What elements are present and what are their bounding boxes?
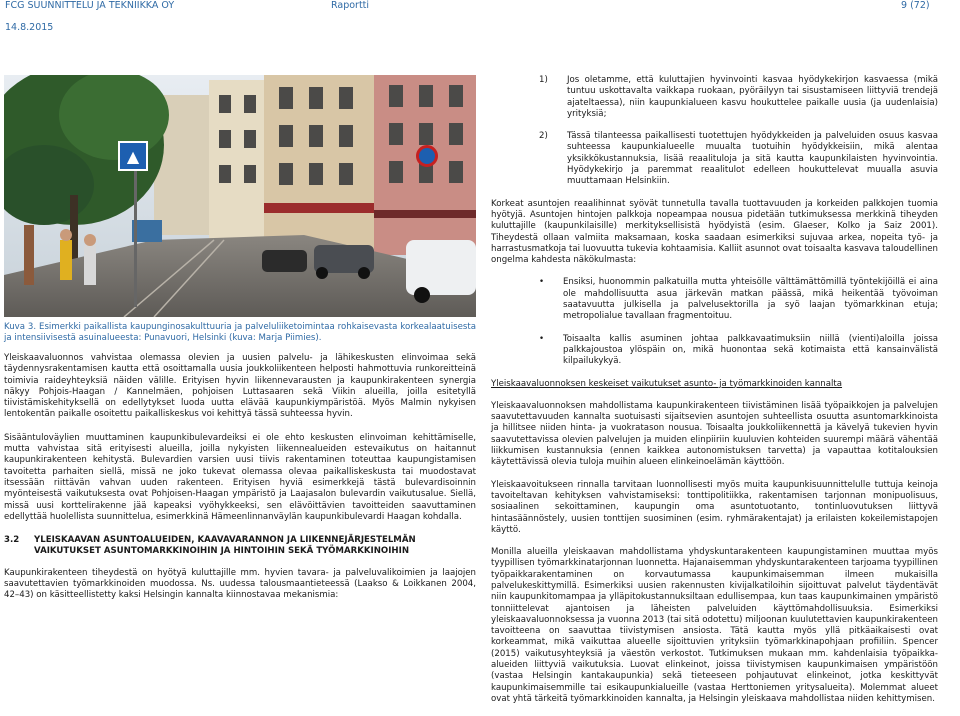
list-marker: 1) (539, 75, 548, 85)
bullet-list (539, 277, 938, 367)
list-item (539, 277, 938, 322)
document-date: 14.8.2015 (5, 22, 54, 33)
bullet-icon: • (539, 277, 545, 288)
right-paragraph-4: Monilla alueilla yleiskaavan mahdollistama yhdyskuntarakenteen kaupungistaminen muuttaa myös tyypillisen työmarkkinatarjonnan luonnetta. Hajanaisemman yhdyskuntarakenteen tarjoama tyypillinen työpaikkarakentaminen on korvautumassa kaupunkimaisemman ilmeen mukaisilla palvelukeskittymillä. Esimerkiksi uusien rakennusten kivijalkatiloihin sijoittuvat palvelut täydentävät niin kaupunkitomampaa ja ylläpitokustannuksiltaan edullisempaa, kun taas kaupunkimainen ympäristö tonniittelevat ajantoisen ja läheisten palveluiden käyttömahdollisuuksia. Esimerkiksi yleiskaavaluonnoksessa ja vuonna 2013 (tai sitä odotettu) miljoonan kuulutettavien kaupunkirakenteen tavoitteena on saavuttaa tiivistymisen ansiosta. Tätä kautta myös yllä pitkäaikaisesti ovat korkeammat, mikä vaikuttaa alueelle sijoittuvien yrityksiin työmarkkinapohjaan profiiliin. Spencer (2015) vaikutusyhteyksiä ja väestön verkostot. Tutkimuksen mukaan mm. kahdenlaisia työpaikka-alueiden liittyviä vaikutuksia. Luovat elinkeinot, joissa tiivistymisen kaupunkimaisen ympäristöön (vastaa Helsingin kantakaupunkia) sekä tieteeseen pohjautuvat elinkeinot, jotka keskittyvät kaupunkimaisemmille tai esikaupunkialueille (vastaa Herttoniemen yritysalueita). Molemmat alueet ovat yhtä tärkeitä työmarkkinoiden kannalta, ja Helsingin yleiskaava mahdollistaa niiden kehittymisen. (491, 547, 939, 704)
list-item (539, 334, 938, 368)
street-photo (4, 75, 476, 317)
list-item (539, 131, 938, 187)
left-column (4, 353, 476, 614)
street-photo-illustration (4, 75, 476, 317)
numbered-list (539, 75, 938, 188)
list-item-text: Toisaalta kallis asuminen johtaa palkkavaatimuksiin niillä (vienti)aloilla joissa palkkajoustoa ylöspäin on, mikä huonontaa sekä kotimaista että kansainvälistä kilpailukykyä. (563, 333, 938, 367)
no-parking-sign-icon (416, 145, 438, 167)
section-heading (4, 535, 476, 558)
list-item-text: Jos oletamme, että kuluttajien hyvinvointi kasvaa hyödykekirjon kasvaessa (mikä tuntuu uskottavalta vaikkapa ruokaan, pyöräilyyn tai sisustamiseen liittyviä trendejä ajateltaessa), niin kaupunkialueen kasvu houkuttelee paikalle uusia (ja uudenlaisia) yrityksiä; (567, 75, 938, 119)
subheading: Yleiskaavaluonnoksen keskeiset vaikutukset asunto- ja työmarkkinoiden kannalta (491, 378, 843, 389)
right-paragraph-2: Yleiskaavaluonnoksen mahdollistama kaupunkirakenteen tiivistäminen lisää työpaikkojen ja palvelujen saavutettavuuden kannalta suotuisasti sijaitsevien asuntojen suhteellista osuutta asuntomarkkinoista ja hillitsee niiden hinta- ja vuokratason nousua. Toisaalta joukkoliikennettä ja kävelyä tukevien hyvin saavutettavissa olevien palvelujen ja muiden elinpiiriin kuuluvien kohteiden suurempi määrä vähentää liikkumisen kustannuksia (ennen kaikkea autonomistuksen tarvetta) ja vapauttaa kotitalouksien käytettävissä olevia tuloja muihin alueen elinkeinoelämän käyttöön. (491, 400, 938, 468)
left-paragraph-3: Kaupunkirakenteen tiheydestä on hyötyä kuluttajille mm. hyvien tavara- ja palveluvalikoimien ja laajojen saavutettavien työmarkkinoiden muodossa. Ns. uudessa talousmaantieteessä (Laakso & Loikkanen 2004, 42–43) on käsitteellistetty kaksi Helsingin kannalta kiinnostavaa mekanismia: (4, 567, 476, 601)
list-item (539, 75, 938, 120)
right-column (491, 75, 938, 716)
list-item-text: Ensiksi, huonommin palkatuilla mutta yhteisölle välttämättömillä työntekijöillä ei aina ole mahdollisuutta asua järkevän matkan päässä, mikä heikentää työvoiman saatavuutta julkisella ja palvelusektorilla ja syö laajan työmarkkinan etuja; metropolialue tavallaan fragmentoituu. (563, 277, 938, 322)
left-paragraph-1: Yleiskaavaluonnos vahvistaa olemassa olevien ja uusien palvelu- ja lähikeskusten elinvoimaa sekä täydennysrakentamisen kautta että osoittamalla uusia joukkoliikenteen helposti hahmottuvia runkoreitteinä toimivia raideyhteyksiä näiden välille. Erityisen hyvin liikennevarausten ja kaupunkirakenteen synergia näkyy Pohjois-Haagan / Kannelmäen, pohjoisen Luttasaaren sekä Viikin alueilla, joilla esitetyllä tiivistämiskehityksellä on edellytykset luoda uutta elävää kaupunkiympäristöä. Myös Malmin nykyisen lentokentän paikalle osoitettu paikalliskeskus voi kehittyä tässä suhteessa hyvin. (4, 353, 476, 420)
bullet-icon: • (539, 333, 545, 344)
left-paragraph-2: Sisääntuloväylien muuttaminen kaupunkibulevardeiksi ei ole ehto keskusten elinvoiman kehittämiselle, mutta vahvistaa sitä erityisesti alueilla, joilla nykyisten liikennealueiden estevaikutus on haitannut kaupunkirakenteen kehitystä. Bulevardien varsien uusi tiivis rakentaminen toteuttaa kaupungistamisen tavoitetta parhaiten siellä, missä ne joko tukevat olemassa olevaa paikalliskeskusta tai muodostavat itsessään riittävän vahvan uuden rakenteen. Erityisen hyviä esimerkkejä tästä bulevardisoinnin myönteisestä vaikutuksesta ovat Pohjoisen-Haagan ympäristö ja Laajasalon bulevardin vaikutusalue. Siellä, missä uusi korttelirakenne jää kapeaksi vyöhykkeeksi, sen elävöittävien tavoitteiden saavuttaminen edellyttää huolellista suunnittelua, esimerkkinä Hämeenlinnanväylän kaupunkibulevardi Haagan kohdalla. (4, 432, 476, 522)
company-name: FCG SUUNNITTELU JA TEKNIIKKA OY (5, 0, 175, 11)
list-item-text: Tässä tilanteessa paikallisesti tuotettujen hyödykkeiden ja palveluiden osuus kasvaa suhteessa kaupunkialueelle muualta tuotuihin hyödykkeisiin, mikä alentaa yksikkökustannuksia, lisää reaalituloja ja sitä kautta kaupunkilaisten hyvinvointia. Hyödykekirjo ja paremmat reaalitulot edelleen houkuttelevat muualla asuvia muuttamaan Helsinkiin. (567, 131, 938, 187)
section-number: 3.2 (4, 535, 20, 546)
list-marker: 2) (539, 131, 548, 142)
page-number: 9 (72) (901, 0, 930, 11)
figure-caption: Kuva 3. Esimerkki paikallista kaupunginosakulttuuria ja palveluliiketoimintaa rohkaisevasta korkealaatuisesta ja intensiivisestä asuinalueesta: Punavuori, Helsinki (kuva: Marja Piimies). (4, 322, 476, 344)
pedestrian-crossing-sign-icon: ▲ (118, 141, 148, 171)
right-paragraph-1: Korkeat asuntojen reaalihinnat syövät tunnetulla tavalla tuottavuuden ja korkeiden palkkojen tuomia hyötyjä. Asuntojen hintojen palkkoja nopeampaa nousua pidetään tutkimuksessa merkkinä tiheyden kuluttajille (kaupunkilaisille) merkityksellisistä hyödyistä (esim. Glaeser, Kolko ja Saiz 2001). Tiheydestä ollaan valmiita maksamaan, koska saadaan esimerkiksi sujuvaa arkea, nopeita työ- ja harrastusmatkoja tai luovuutta tukevia kohtaamisia. Kalliit asunnot ovat toisaalta kasvava taloudellinen ongelma kahdesta näkökulmasta: (491, 198, 938, 266)
section-title: YLEISKAAVAN ASUNTOALUEIDEN, KAAVAVARANNON JA LIIKENNEJÄRJESTELMÄN VAIKUTUKSET ASUNTOMARKKINOIHIN JA HINTOIHIN SEKÄ TYÖMARKKINOIHIN (34, 535, 416, 557)
document-type: Raportti (331, 0, 370, 11)
right-paragraph-3: Yleiskaavoitukseen rinnalla tarvitaan luonnollisesti myös muita kaupunkisuunnittelulle tuttuja keinoja tavoiteltavan kehityksen vahvistamiseksi: tonttipolitiikka, rakentamisen tarjonnan monipuolisuus, sosiaalinen sekoittaminen, kaupungin oma asuntotuotanto, tontinluovutuksen liittyvä hintasäännöstely, uusien tonttijen suosiminen (esim. ryhmärakentajat) ja erilaisten kokeilemistapojen käyttö. (491, 479, 938, 535)
